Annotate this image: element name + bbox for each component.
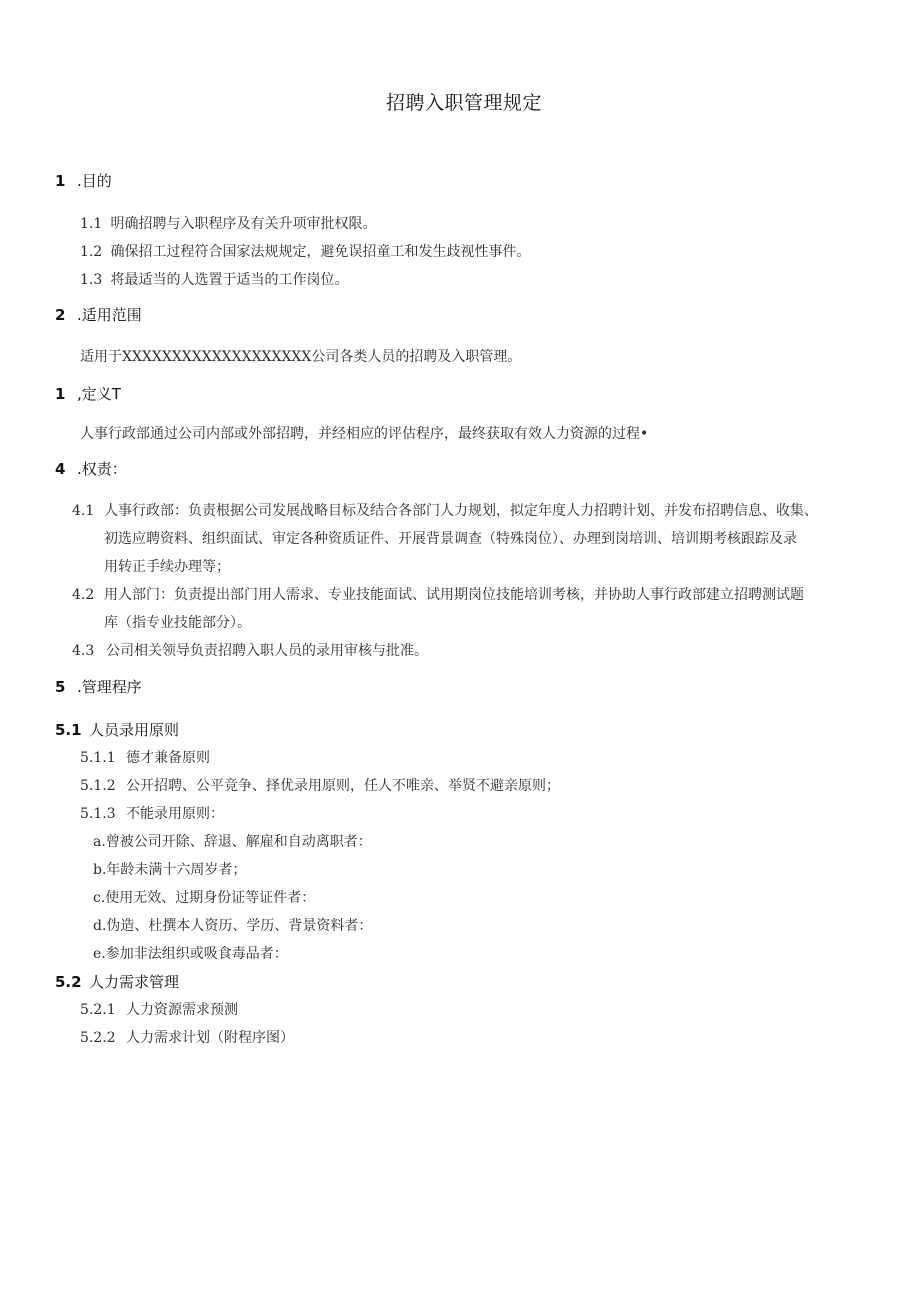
subsection-5-1-heading bbox=[55, 719, 179, 740]
clause-1-2 bbox=[80, 241, 530, 261]
section-label: .权责： bbox=[77, 460, 127, 478]
exclusion-item-c: c.使用无效、过期身份证等证件者： bbox=[93, 890, 316, 906]
exclusion-item-e: e.参加非法组织或吸食毒品者： bbox=[93, 946, 288, 962]
section-label: .目的 bbox=[77, 172, 112, 190]
section-label: .适用范围 bbox=[77, 306, 142, 324]
clause-text: 确保招工过程符合国家法规规定，避免误招童工和发生歧视性事件。 bbox=[110, 244, 531, 260]
exclusion-item-a: a.曾被公司开除、辞退、解雇和自动离职者： bbox=[93, 834, 372, 850]
clause-text: 不能录用原则： bbox=[126, 806, 224, 822]
clause-text: 公开招聘、公平竞争、择优录用原则，任人不唯亲、举贤不避亲原则； bbox=[126, 778, 560, 794]
clause-text: 人力资源需求预测 bbox=[126, 1002, 238, 1018]
exclusion-item-b: b.年龄未满十六周岁者； bbox=[93, 862, 247, 878]
scope-text: 适用于XXXXXXXXXXXXXXXXXXX公司各类人员的招聘及入职管理。 bbox=[80, 349, 522, 365]
clause-number: 1.3 bbox=[80, 272, 103, 288]
clause-number: 1.1 bbox=[80, 216, 103, 232]
exclusion-item-d: d.伪造、杜撰本人资历、学历、背景资料者： bbox=[93, 918, 373, 934]
clause-text-line-1: 公司相关领导负责招聘入职人员的录用审核与批准。 bbox=[106, 643, 428, 659]
clause-5-1-3 bbox=[80, 803, 224, 823]
clause-5-2-1 bbox=[80, 999, 238, 1019]
clause-4-1 bbox=[72, 500, 818, 520]
clause-text-line-1: 人事行政部：负责根据公司发展战略目标及结合各部门人力规划，拟定年度人力招聘计划、并发布招聘信息、收集、 bbox=[104, 503, 818, 519]
clause-number: 4.1 bbox=[72, 503, 95, 519]
section-2-heading bbox=[55, 304, 142, 325]
clause-number: 1.2 bbox=[80, 244, 103, 260]
clause-4-3 bbox=[72, 640, 428, 660]
section-number: 1 bbox=[55, 385, 66, 403]
clause-number: 5.1.2 bbox=[80, 778, 116, 794]
clause-5-1-1 bbox=[80, 747, 210, 767]
clause-number: 5.2.2 bbox=[80, 1030, 116, 1046]
subsection-label: 人员录用原则 bbox=[89, 721, 180, 739]
clause-number: 5.1.1 bbox=[80, 750, 116, 766]
section-label: ,定义T bbox=[77, 385, 121, 403]
section-label: .管理程序 bbox=[77, 678, 142, 696]
section-4-heading bbox=[55, 458, 127, 479]
clause-number: 4.3 bbox=[72, 643, 95, 659]
subsection-label: 人力需求管理 bbox=[89, 973, 180, 991]
clause-5-2-2 bbox=[80, 1027, 294, 1047]
clause-4-2 bbox=[72, 584, 804, 604]
clause-text: 将最适当的人选置于适当的工作岗位。 bbox=[110, 272, 349, 288]
section-number: 5 bbox=[55, 678, 66, 696]
clause-text: 德才兼备原则 bbox=[126, 750, 210, 766]
clause-5-1-2 bbox=[80, 775, 560, 795]
clause-4-1-line-2: 初选应聘资料、组织面试、审定各种资质证件、开展背景调查（特殊岗位）、办理到岗培训、培训期考核跟踪及录 bbox=[104, 531, 797, 547]
clause-1-3 bbox=[80, 269, 348, 289]
clause-4-2-line-2: 库（指专业技能部分）。 bbox=[104, 615, 251, 631]
document-title: 招聘入职管理规定 bbox=[385, 92, 542, 114]
subsection-5-2-heading bbox=[55, 971, 179, 992]
clause-4-1-line-3: 用转正手续办理等； bbox=[104, 559, 230, 575]
section-number: 2 bbox=[55, 306, 66, 324]
clause-number: 5.1.3 bbox=[80, 806, 116, 822]
section-1-heading bbox=[55, 170, 112, 191]
definition-text: 人事行政部通过公司内部或外部招聘，并经相应的评估程序，最终获取有效人力资源的过程• bbox=[80, 426, 649, 442]
clause-text: 明确招聘与入职程序及有关升项审批权限。 bbox=[110, 216, 377, 232]
clause-1-1 bbox=[80, 213, 376, 233]
subsection-number: 5.1 bbox=[55, 721, 82, 739]
section-5-heading bbox=[55, 676, 142, 697]
clause-text-line-1: 用人部门：负责提出部门用人需求、专业技能面试、试用期岗位技能培训考核，并协助人事行政部建立招聘测试题 bbox=[104, 587, 804, 603]
section-number: 4 bbox=[55, 460, 66, 478]
section-number: 1 bbox=[55, 172, 66, 190]
section-3-heading bbox=[55, 383, 121, 404]
clause-text: 人力需求计划（附程序图） bbox=[126, 1030, 294, 1046]
clause-number: 5.2.1 bbox=[80, 1002, 116, 1018]
clause-number: 4.2 bbox=[72, 587, 95, 603]
subsection-number: 5.2 bbox=[55, 973, 82, 991]
